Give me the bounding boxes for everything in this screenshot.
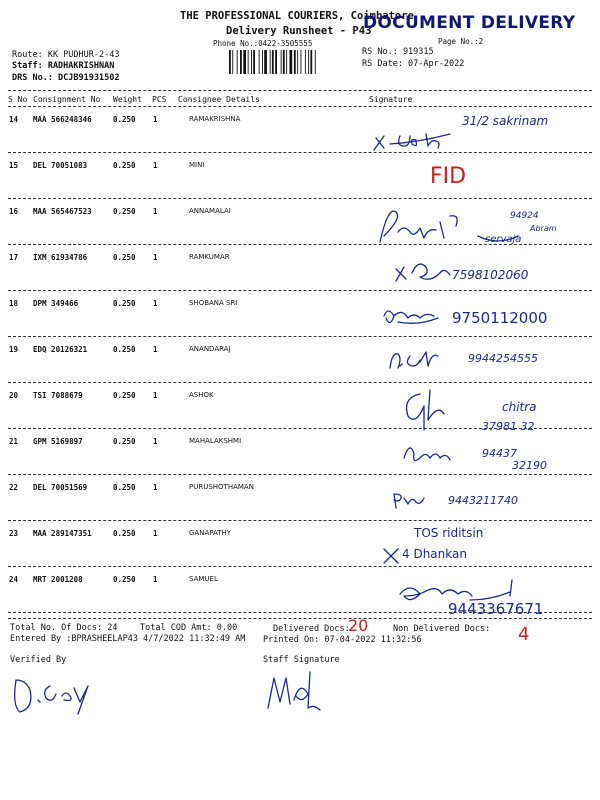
- row-sno: 17: [9, 253, 19, 262]
- row-consignment-no: MAA 289147351: [33, 529, 92, 538]
- row-weight: 0.250: [113, 483, 136, 492]
- barcode-bar: [286, 50, 287, 74]
- row-divider: [8, 336, 592, 337]
- runsheet-title: Delivery Runsheet - P43: [226, 25, 372, 37]
- row-weight: 0.250: [113, 161, 136, 170]
- barcode-bar: [301, 50, 302, 74]
- drs-number: DRS No.: DCJB91931502: [12, 73, 120, 83]
- row-consignment-no: IXM 61934786: [33, 253, 88, 262]
- barcode-bar: [272, 50, 274, 74]
- row-weight: 0.250: [113, 575, 136, 584]
- handwriting-row-14: 31/2 sakrinam: [462, 114, 549, 128]
- handwriting-row-23a: TOS riditsin: [414, 526, 484, 540]
- staff-signature-label: Staff Signature: [263, 655, 340, 665]
- row-divider: [8, 198, 592, 199]
- barcode-bar: [283, 50, 285, 74]
- barcode-bar: [308, 50, 309, 74]
- row-consignment-no: TSI 7088679: [33, 391, 83, 400]
- handwriting-row-18: 9750112000: [452, 309, 548, 327]
- row-weight: 0.250: [113, 299, 136, 308]
- barcode: [229, 50, 349, 74]
- row-sno: 24: [9, 575, 19, 584]
- total-cod: Total COD Amt: 0.00: [140, 623, 238, 633]
- entered-by: Entered By :BPRASHEELAP43 4/7/2022 11:32:49 AM: [10, 634, 246, 644]
- barcode-bar: [305, 50, 306, 74]
- row-weight: 0.250: [113, 115, 136, 124]
- barcode-bar: [264, 50, 267, 74]
- signature-row-22: [390, 486, 450, 512]
- row-pcs: 1: [153, 207, 158, 216]
- handwriting-row-16c: servaja: [485, 234, 522, 245]
- barcode-bar: [297, 50, 298, 74]
- barcode-bar: [243, 50, 246, 74]
- row-consignee: PURUSHOTHAMAN: [189, 483, 254, 491]
- staff-signature: [262, 664, 342, 714]
- row-sno: 18: [9, 299, 19, 308]
- row-consignee: SAMUEL: [189, 575, 218, 583]
- row-consignment-no: DEL 70051083: [33, 161, 88, 170]
- row-pcs: 1: [153, 391, 158, 400]
- handwriting-row-20b: 37981 32: [482, 420, 535, 433]
- col-signature: Signature: [369, 95, 413, 104]
- signature-row-16: [370, 202, 590, 252]
- header-divider-bottom: [8, 106, 592, 107]
- barcode-bar: [248, 50, 249, 74]
- col-pcs: PCS: [152, 95, 167, 104]
- row-pcs: 1: [153, 253, 158, 262]
- row-sno: 21: [9, 437, 19, 446]
- row-consignment-no: MRT 2001208: [33, 575, 83, 584]
- row-consignment-no: DPM 349466: [33, 299, 79, 308]
- row-weight: 0.250: [113, 391, 136, 400]
- row-divider: [8, 520, 592, 521]
- row-consignee: RAMAKRISHNA: [189, 115, 241, 123]
- route: Route: KK PUDHUR-2-43: [12, 50, 120, 60]
- row-pcs: 1: [153, 115, 158, 124]
- delivered-docs-value: 20: [348, 616, 369, 635]
- barcode-bar: [290, 50, 293, 74]
- barcode-bar: [294, 50, 296, 74]
- row-pcs: 1: [153, 161, 158, 170]
- printed-on: Printed On: 07-04-2022 11:32:56: [263, 635, 422, 645]
- col-weight: Weight: [113, 95, 142, 104]
- staff-name: Staff: RADHAKRISHNAN: [12, 61, 115, 71]
- handwriting-row-17: 7598102060: [452, 268, 529, 282]
- col-consignment: Consignment No: [33, 95, 101, 104]
- row-sno: 14: [9, 115, 19, 124]
- row-consignment-no: GPM 5169897: [33, 437, 83, 446]
- delivered-docs-label: Delivered Docs:: [273, 624, 350, 634]
- row-sno: 15: [9, 161, 19, 170]
- row-sno: 16: [9, 207, 19, 216]
- barcode-bar: [251, 50, 252, 74]
- barcode-bar: [310, 50, 312, 74]
- row-weight: 0.250: [113, 345, 136, 354]
- handwriting-row-21b: 32190: [512, 459, 547, 472]
- row-pcs: 1: [153, 575, 158, 584]
- col-consignee: Consignee Details: [178, 95, 260, 104]
- rs-date: RS Date: 07-Apr-2022: [362, 59, 465, 69]
- barcode-bar: [270, 50, 271, 74]
- row-sno: 23: [9, 529, 19, 538]
- row-sno: 22: [9, 483, 19, 492]
- row-consignment-no: MAA 566248346: [33, 115, 92, 124]
- signature-row-21: [398, 436, 468, 472]
- signature-row-20: [396, 384, 466, 430]
- non-delivered-docs-label: Non Delivered Docs:: [393, 624, 491, 634]
- row-sno: 19: [9, 345, 19, 354]
- row-sno: 20: [9, 391, 19, 400]
- barcode-bar: [315, 50, 316, 74]
- col-sno: S No: [8, 95, 28, 104]
- row-consignee: RAMKUMAR: [189, 253, 230, 261]
- row-consignee: MINI: [189, 161, 205, 169]
- total-docs: Total No. Of Docs: 24: [10, 623, 118, 633]
- barcode-bar: [240, 50, 242, 74]
- row-consignee: ASHOK: [189, 391, 214, 399]
- row-consignee: ANANDARAJ: [189, 345, 231, 353]
- row-weight: 0.250: [113, 207, 136, 216]
- row-consignment-no: EDQ 20126321: [33, 345, 88, 354]
- row-weight: 0.250: [113, 253, 136, 262]
- barcode-bar: [232, 50, 233, 74]
- handwriting-row-22: 9443211740: [448, 494, 518, 507]
- handwriting-row-15: FID: [430, 164, 467, 189]
- row-pcs: 1: [153, 299, 158, 308]
- signature-row-18: [378, 298, 458, 332]
- barcode-bar: [281, 50, 282, 74]
- row-pcs: 1: [153, 529, 158, 538]
- row-divider: [8, 566, 592, 567]
- handwriting-row-20: chitra: [502, 400, 537, 414]
- row-consignee: SHOBANA SRI: [189, 299, 238, 307]
- handwriting-row-16a: 94924: [510, 211, 539, 221]
- rs-number: RS No.: 919315: [362, 47, 434, 57]
- row-weight: 0.250: [113, 529, 136, 538]
- barcode-bar: [237, 50, 238, 74]
- handwriting-row-21: 94437: [482, 447, 517, 460]
- row-divider: [8, 382, 592, 383]
- barcode-bar: [275, 50, 277, 74]
- header-divider-top: [8, 90, 592, 91]
- barcode-bar: [253, 50, 255, 74]
- row-pcs: 1: [153, 437, 158, 446]
- row-consignment-no: DEL 70051569: [33, 483, 88, 492]
- row-divider: [8, 290, 592, 291]
- row-consignee: MAHALAKSHMI: [189, 437, 242, 445]
- barcode-bar: [262, 50, 263, 74]
- non-delivered-docs-value: 4: [518, 624, 530, 645]
- page-number: Page No.:2: [438, 37, 484, 46]
- row-consignee: GANAPATHY: [189, 529, 232, 537]
- row-pcs: 1: [153, 345, 158, 354]
- handwriting-row-23b: 4 Dhankan: [402, 547, 467, 561]
- handwriting-row-24: 9443367671: [448, 600, 544, 618]
- verifier-signature: [8, 666, 98, 716]
- row-consignee: ANNAMALAI: [189, 207, 231, 215]
- handwriting-row-16b: Abram: [530, 224, 557, 233]
- barcode-bar: [259, 50, 260, 74]
- company-title: THE PROFESSIONAL COURIERS, Coimbatore: [180, 10, 414, 22]
- document-delivery-stamp: DOCUMENT DELIVERY: [363, 13, 576, 33]
- row-weight: 0.250: [113, 437, 136, 446]
- verified-by-label: Verified By: [10, 655, 67, 665]
- row-pcs: 1: [153, 483, 158, 492]
- phone-number: Phone No.:0422-3505555: [213, 39, 313, 48]
- row-consignment-no: MAA 565467523: [33, 207, 92, 216]
- footer-divider: [8, 618, 592, 619]
- row-divider: [8, 474, 592, 475]
- barcode-bar: [229, 50, 231, 74]
- handwriting-row-19: 9944254555: [468, 352, 538, 365]
